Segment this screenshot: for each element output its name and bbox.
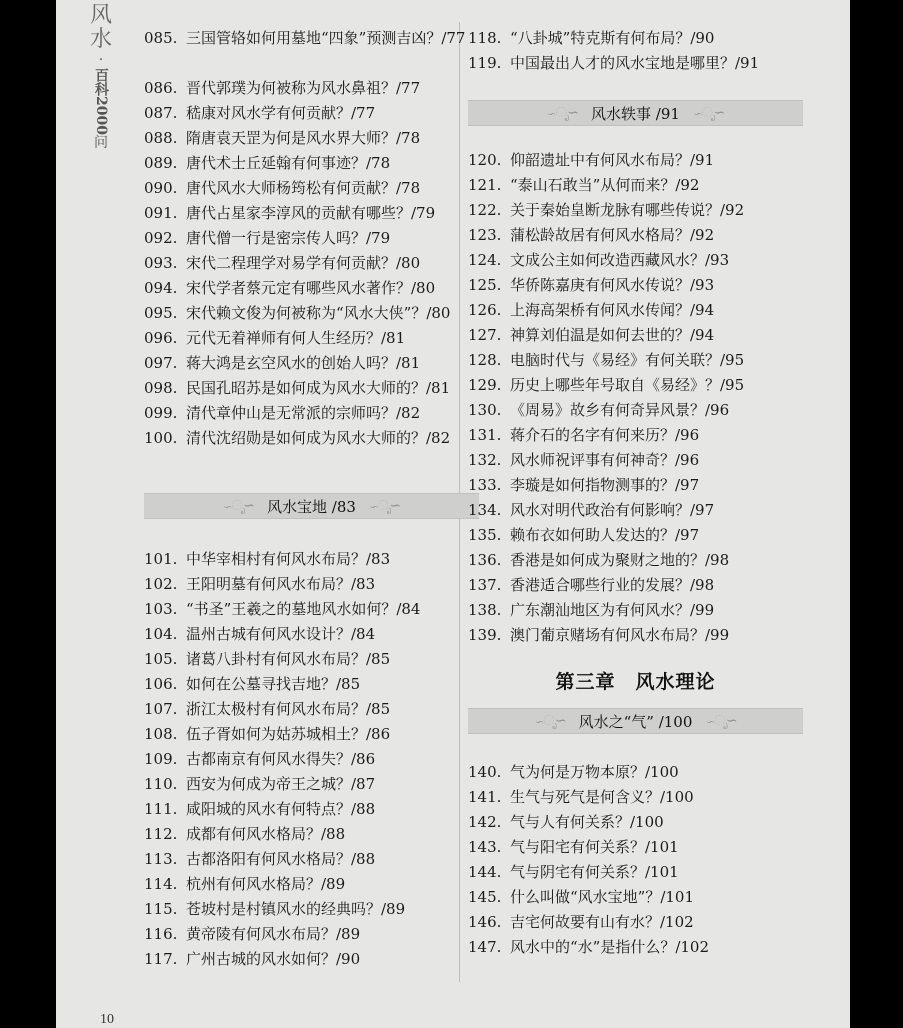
toc-entry [144,151,479,176]
toc-entry [468,348,803,373]
entry-title: 香港是如何成为聚财之地的？/98 [510,551,730,569]
entry-title: 唐代风水大师杨筠松有何贡献？/78 [186,179,421,197]
entry-title: 清代沈绍勋是如何成为风水大师的？/82 [186,429,451,447]
entry-number: 136. [468,551,502,569]
left-column [144,26,479,972]
entry-number: 147. [468,938,502,956]
entry-title: 关于秦始皇断龙脉有哪些传说？/92 [510,201,745,219]
entry-title: 生气与死气是何含义？/100 [510,788,694,806]
toc-entry [468,26,803,51]
toc-entry [468,373,803,398]
entry-number: 085. [144,29,178,47]
section-header-feng-shui-qi [468,708,803,734]
chapter-title: 第三章 风水理论 [555,671,716,693]
left-top-list [144,26,479,451]
entry-title: 温州古城有何风水设计？/84 [186,625,376,643]
entry-number: 109. [144,750,178,768]
entry-number: 094. [144,279,178,297]
entry-number: 118. [468,29,502,47]
toc-entry [144,126,479,151]
entry-title: 文成公主如何改造西藏风水？/93 [510,251,730,269]
right-top-list [468,26,803,76]
cloud-ornament-icon: ∽ೃ∽ [535,713,565,729]
toc-entry [144,897,479,922]
entry-number: 115. [144,900,178,918]
entry-number: 087. [144,104,178,122]
entry-number: 088. [144,129,178,147]
entry-title: 咸阳城的风水有何特点？/88 [186,800,376,818]
toc-entry [144,872,479,897]
toc-entry [144,822,479,847]
entry-title: 民国孔昭苏是如何成为风水大师的？/81 [186,379,451,397]
sidebar-unit: 问 [94,134,108,151]
section-header-feng-shui-treasure [144,493,479,519]
toc-entry [144,226,479,251]
right-bottom-list [468,760,803,960]
toc-entry [144,401,479,426]
entry-number: 140. [468,763,502,781]
entry-title: 唐代占星家李淳风的贡献有哪些？/79 [186,204,436,222]
toc-entry [468,523,803,548]
entry-number: 141. [468,788,502,806]
cloud-ornament-icon: ∽ೃ∽ [223,498,254,514]
entry-number: 117. [144,950,178,968]
entry-title: 风水师祝评事有何神奇？/96 [510,451,700,469]
entry-title: 如何在公墓寻找吉地？/85 [186,675,361,693]
entry-number: 135. [468,526,502,544]
entry-title: 《周易》故乡有何奇异风景？/96 [510,401,730,419]
entry-number: 099. [144,404,178,422]
entry-number: 093. [144,254,178,272]
sidebar-label: 百科 [93,68,109,96]
entry-number: 120. [468,151,502,169]
entry-number: 103. [144,600,178,618]
section-title: 风水宝地 /83 [267,497,356,516]
toc-entry [144,276,479,301]
entry-title: 王阳明墓有何风水布局？/83 [186,575,376,593]
entry-number: 121. [468,176,502,194]
entry-title: 中国最出人才的风水宝地是哪里？/91 [510,54,760,72]
sidebar-count: 2000 [93,96,109,135]
entry-number: 108. [144,725,178,743]
sidebar-title [86,4,116,151]
entry-title: 气与人有何关系？/100 [510,813,664,831]
toc-entry [144,26,479,76]
entry-title: 唐代术士丘延翰有何事迹？/78 [186,154,391,172]
toc-entry [468,573,803,598]
toc-entry [144,622,479,647]
entry-title: 气与阳宅有何关系？/101 [510,838,679,856]
entry-title: 历史上哪些年号取自《易经》？/95 [510,376,745,394]
cloud-ornament-icon: ∽ೃ∽ [547,105,578,121]
toc-entry [144,747,479,772]
toc-entry [468,935,803,960]
entry-number: 114. [144,875,178,893]
toc-entry [468,548,803,573]
entry-title: “八卦城”特克斯有何布局？/90 [510,29,715,47]
entry-title: 气为何是万物本原？/100 [510,763,679,781]
entry-title: 古都南京有何风水得失？/86 [186,750,376,768]
toc-entry [468,51,803,76]
toc-entry [144,426,479,451]
section-title: 风水轶事 /91 [591,104,680,123]
entry-title: 风水中的“水”是指什么？/102 [510,938,710,956]
toc-entry [144,847,479,872]
toc-entry [468,623,803,648]
entry-title: 仰韶遗址中有何风水布局？/91 [510,151,715,169]
entry-title: 宋代二程理学对易学有何贡献？/80 [186,254,421,272]
toc-entry [144,797,479,822]
entry-number: 130. [468,401,502,419]
entry-number: 105. [144,650,178,668]
entry-title: 赖布衣如何助人发达的？/97 [510,526,700,544]
toc-entry [468,448,803,473]
entry-title: 广东潮汕地区为有何风水？/99 [510,601,715,619]
toc-entry [144,697,479,722]
entry-number: 096. [144,329,178,347]
page-number: 10 [100,1012,114,1027]
entry-title: 伍子胥如何为姑苏城相土？/86 [186,725,391,743]
entry-number: 110. [144,775,178,793]
toc-entry [144,201,479,226]
toc-entry [468,223,803,248]
toc-entry [144,101,479,126]
entry-number: 123. [468,226,502,244]
toc-entry [468,173,803,198]
entry-title: 李璇是如何指物测事的？/97 [510,476,700,494]
toc-entry [468,248,803,273]
entry-number: 092. [144,229,178,247]
entry-title: “书圣”王羲之的墓地风水如何？/84 [186,600,421,618]
toc-entry [468,398,803,423]
entry-number: 122. [468,201,502,219]
entry-number: 097. [144,354,178,372]
entry-title: 香港适合哪些行业的发展？/98 [510,576,715,594]
toc-entry [468,785,803,810]
entry-number: 127. [468,326,502,344]
toc-entry [468,810,803,835]
toc-entry [468,910,803,935]
entry-title: 宋代学者蔡元定有哪些风水著作？/80 [186,279,436,297]
toc-entry [468,298,803,323]
entry-title: 中华宰相村有何风水布局？/83 [186,550,391,568]
entry-number: 125. [468,276,502,294]
entry-title: 蒲松龄故居有何风水格局？/92 [510,226,715,244]
right-column [468,26,803,960]
toc-entry [468,598,803,623]
entry-title: 电脑时代与《易经》有何关联？/95 [510,351,745,369]
cloud-ornament-icon: ∽ೃ∽ [706,713,736,729]
entry-title: 浙江太极村有何风水布局？/85 [186,700,391,718]
toc-entry [468,323,803,348]
cloud-ornament-icon: ∽ೃ∽ [693,105,724,121]
entry-title: 澳门葡京赌场有何风水布局？/99 [510,626,730,644]
entry-title: 清代章仲山是无常派的宗师吗？/82 [186,404,421,422]
entry-number: 137. [468,576,502,594]
entry-number: 107. [144,700,178,718]
entry-title: 宋代赖文俊为何被称为“风水大侠”？/80 [186,304,451,322]
entry-number: 106. [144,675,178,693]
entry-number: 102. [144,575,178,593]
entry-number: 139. [468,626,502,644]
toc-entry [468,423,803,448]
entry-number: 143. [468,838,502,856]
entry-number: 138. [468,601,502,619]
entry-title: 诸葛八卦村有何风水布局？/85 [186,650,391,668]
entry-number: 086. [144,79,178,97]
entry-number: 128. [468,351,502,369]
entry-number: 145. [468,888,502,906]
sidebar-dot: · [98,52,104,68]
toc-entry [144,351,479,376]
entry-number: 144. [468,863,502,881]
toc-entry [144,922,479,947]
entry-title: 黄帝陵有何风水布局？/89 [186,925,361,943]
entry-number: 124. [468,251,502,269]
entry-number: 131. [468,426,502,444]
toc-entry [468,760,803,785]
entry-number: 112. [144,825,178,843]
entry-number: 090. [144,179,178,197]
toc-entry [468,473,803,498]
entry-number: 116. [144,925,178,943]
toc-entry [468,148,803,173]
entry-number: 104. [144,625,178,643]
toc-entry [468,198,803,223]
entry-title: 唐代僧一行是密宗传人吗？/79 [186,229,391,247]
toc-entry [144,76,479,101]
entry-title: 杭州有何风水格局？/89 [186,875,346,893]
entry-title: 古都洛阳有何风水格局？/88 [186,850,376,868]
entry-number: 098. [144,379,178,397]
entry-number: 142. [468,813,502,831]
entry-number: 119. [468,54,502,72]
entry-number: 129. [468,376,502,394]
entry-number: 089. [144,154,178,172]
entry-title: 华侨陈嘉庚有何风水传说？/93 [510,276,715,294]
toc-entry [144,547,479,572]
entry-title: 蒋介石的名字有何来历？/96 [510,426,700,444]
entry-title: 三国管辂如何用墓地“四象”预测吉凶？/77 [186,29,466,47]
right-mid-list [468,148,803,648]
entry-title: 神算刘伯温是如何去世的？/94 [510,326,715,344]
entry-title: 吉宅何故要有山有水？/102 [510,913,694,931]
entry-title: 西安为何成为帝王之城？/87 [186,775,376,793]
entry-number: 101. [144,550,178,568]
entry-title: 苍坡村是村镇风水的经典吗？/89 [186,900,406,918]
entry-number: 091. [144,204,178,222]
entry-title: 蒋大鸿是玄空风水的创始人吗？/81 [186,354,421,372]
toc-entry [468,835,803,860]
section-header-feng-shui-anecdotes [468,100,803,126]
toc-entry [144,572,479,597]
book-page [56,0,850,1028]
toc-entry [144,647,479,672]
toc-entry [144,376,479,401]
entry-title: 广州古城的风水如何？/90 [186,950,361,968]
entry-number: 132. [468,451,502,469]
toc-entry [144,326,479,351]
sidebar-calligraphy: 风水 [89,3,112,52]
entry-number: 113. [144,850,178,868]
cloud-ornament-icon: ∽ೃ∽ [369,498,400,514]
entry-title: 元代无着禅师有何人生经历？/81 [186,329,406,347]
toc-entry [144,772,479,797]
entry-title: 上海高架桥有何风水传闻？/94 [510,301,715,319]
entry-number: 126. [468,301,502,319]
entry-number: 134. [468,501,502,519]
entry-title: 晋代郭璞为何被称为风水鼻祖？/77 [186,79,421,97]
entry-title: “泰山石敢当”从何而来？/92 [510,176,700,194]
toc-entry [468,860,803,885]
entry-number: 095. [144,304,178,322]
toc-entry [144,251,479,276]
entry-title: 气与阴宅有何关系？/101 [510,863,679,881]
entry-title: 什么叫做“风水宝地”？/101 [510,888,695,906]
toc-entry [144,672,479,697]
entry-number: 111. [144,800,178,818]
entry-title: 隋唐袁天罡为何是风水界大师？/78 [186,129,421,147]
toc-entry [144,301,479,326]
entry-number: 133. [468,476,502,494]
toc-entry [144,722,479,747]
toc-entry [144,947,479,972]
entry-title: 嵇康对风水学有何贡献？/77 [186,104,376,122]
entry-title: 成都有何风水格局？/88 [186,825,346,843]
entry-number: 146. [468,913,502,931]
toc-entry [468,498,803,523]
entry-title: 风水对明代政治有何影响？/97 [510,501,715,519]
section-title: 风水之“气” /100 [578,712,693,731]
left-bottom-list [144,547,479,972]
toc-entry [144,176,479,201]
toc-entry [468,885,803,910]
toc-entry [144,597,479,622]
entry-number: 100. [144,429,178,447]
toc-entry [468,273,803,298]
